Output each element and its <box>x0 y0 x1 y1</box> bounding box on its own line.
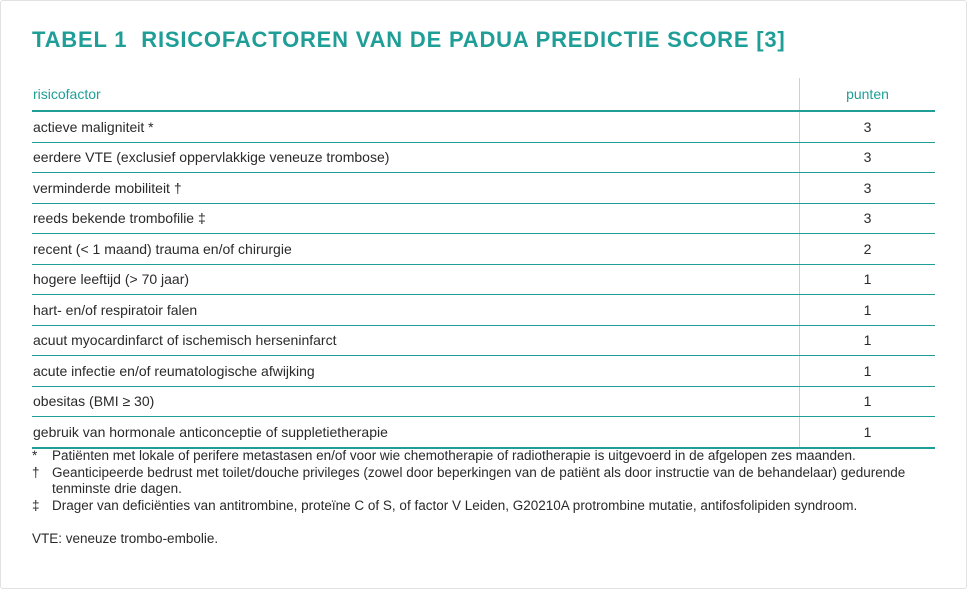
points-cell: 1 <box>799 356 935 386</box>
header-points: punten <box>799 78 935 110</box>
risk-factor-cell: recent (< 1 maand) trauma en/of chirurgie <box>33 240 292 257</box>
footnote <box>32 465 937 498</box>
footnote <box>32 448 937 465</box>
points-cell: 1 <box>799 417 935 447</box>
points-cell: 1 <box>799 387 935 417</box>
table-row <box>32 234 935 265</box>
risk-factor-table <box>32 78 935 449</box>
abbreviation-note: VTE: veneuze trombo-embolie. <box>32 531 219 546</box>
table-row <box>32 356 935 387</box>
risk-factor-cell: acute infectie en/of reumatologische afwijking <box>33 362 315 379</box>
table-row <box>32 387 935 418</box>
points-cell: 3 <box>799 173 935 203</box>
table-row <box>32 112 935 143</box>
points-cell: 3 <box>799 143 935 173</box>
risk-factor-cell: verminderde mobiliteit † <box>33 179 182 196</box>
table-row <box>32 265 935 296</box>
table-title <box>32 27 786 53</box>
table-row <box>32 295 935 326</box>
risk-factor-cell: eerdere VTE (exclusief oppervlakkige veneuze trombose) <box>33 149 390 166</box>
points-cell: 1 <box>799 265 935 295</box>
table-row <box>32 326 935 357</box>
footnote-text: Patiënten met lokale of perifere metastasen en/of voor wie chemotherapie of radiotherapie is uitgevoerd in de afgelopen zes maanden. <box>52 448 856 463</box>
footnote-text: Geanticipeerde bedrust met toilet/douche privileges (zowel door beperkingen van de patiënt als door instructie van de behandelaar) gedurende tenminste drie dagen. <box>52 464 906 496</box>
risk-factor-cell: reeds bekende trombofilie ‡ <box>33 210 206 227</box>
risk-factor-cell: hogere leeftijd (> 70 jaar) <box>33 271 190 288</box>
risk-factor-cell: gebruik van hormonale anticonceptie of suppletietherapie <box>33 423 388 440</box>
risk-factor-cell: hart- en/of respiratoir falen <box>33 301 198 318</box>
points-cell: 1 <box>799 326 935 356</box>
risk-factor-cell: acuut myocardinfarct of ischemisch herseninfarct <box>33 332 337 349</box>
footnote-text: Drager van deficiënties van antitrombine, proteïne C of S, of factor V Leiden, G20210A protrombine mutatie, antifosfolipiden syndroom. <box>52 497 858 513</box>
header-factor: risicofactor <box>33 86 101 102</box>
risk-factor-cell: actieve maligniteit * <box>33 118 154 135</box>
footnote-symbol: * <box>32 448 38 463</box>
table-row <box>32 143 935 174</box>
footnote-symbol: † <box>32 464 40 480</box>
footnotes <box>32 448 937 548</box>
points-cell: 3 <box>799 112 935 142</box>
table-header-row <box>32 78 935 112</box>
table-row <box>32 204 935 235</box>
points-cell: 2 <box>799 234 935 264</box>
risk-factor-cell: obesitas (BMI ≥ 30) <box>33 393 155 410</box>
table-row <box>32 417 935 449</box>
footnote <box>32 498 937 515</box>
table-number: TABEL 1 <box>32 27 128 52</box>
points-cell: 1 <box>799 295 935 325</box>
table-row <box>32 173 935 204</box>
footnote-symbol: ‡ <box>32 497 40 513</box>
points-cell: 3 <box>799 204 935 234</box>
table-title-text: RISICOFACTOREN VAN DE PADUA PREDICTIE SCORE [3] <box>141 27 786 52</box>
